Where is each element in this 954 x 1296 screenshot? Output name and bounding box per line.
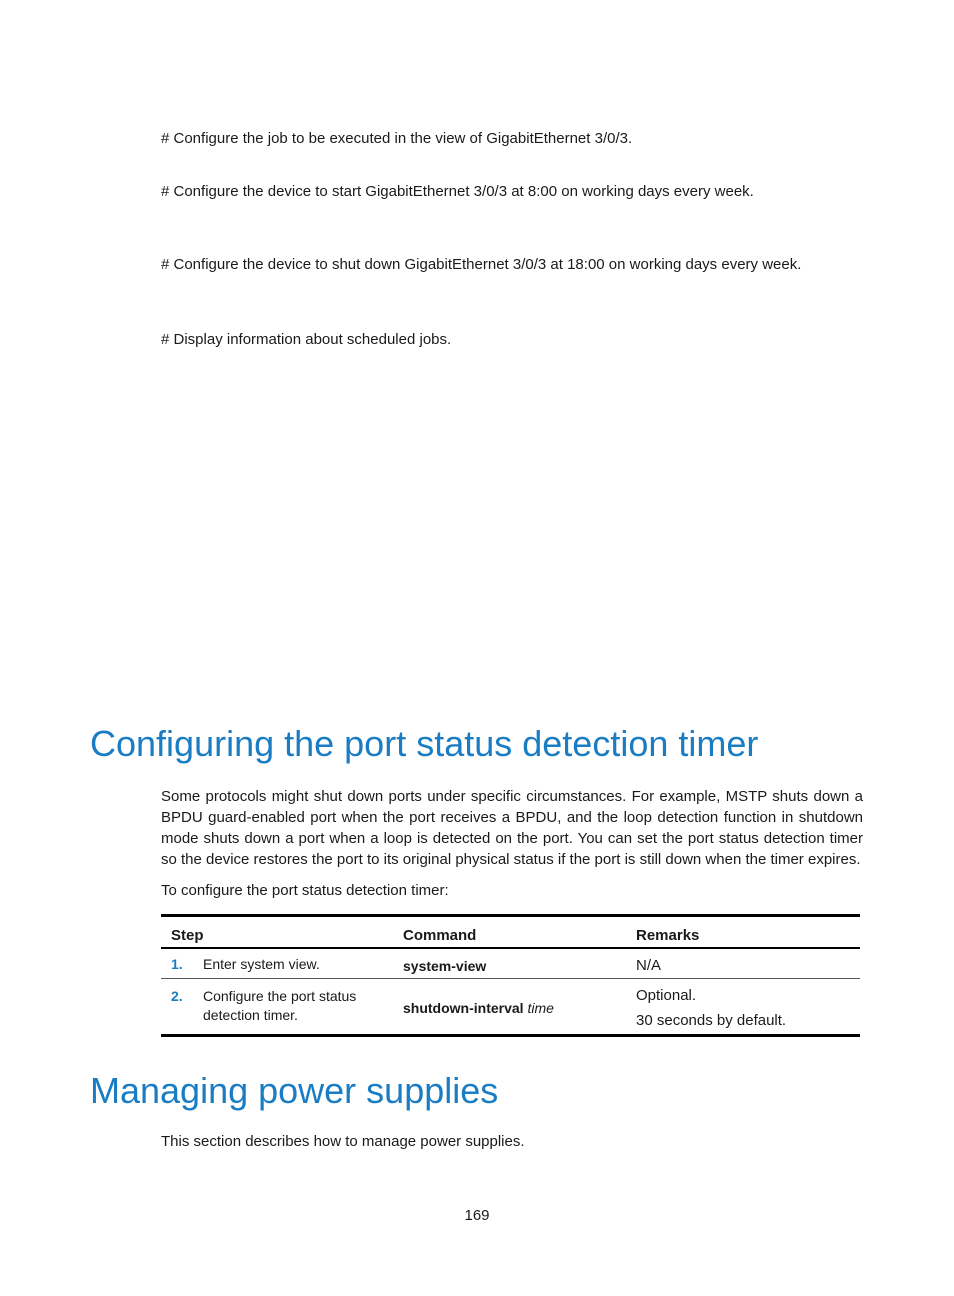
table-row-2-remarks-line-1: Optional.: [636, 987, 697, 1004]
table-top-rule: [161, 914, 860, 917]
table-row-1-number: 1.: [171, 956, 183, 972]
table-header-remarks: Remarks: [636, 927, 700, 944]
table-row-2-step-line-1: Configure the port status: [203, 988, 357, 1004]
paragraph-configure-job-view: # Configure the job to be executed in the view of GigabitEthernet 3/0/3.: [161, 130, 633, 147]
section-heading-power-supplies: Managing power supplies: [90, 1070, 499, 1111]
table-row-2-command-arg: time: [527, 1000, 554, 1016]
table-row-2-remarks-line-2: 30 seconds by default.: [636, 1012, 787, 1029]
page-number: 169: [464, 1207, 490, 1224]
table-row-2-number: 2.: [171, 988, 183, 1004]
table-row-1-remarks: N/A: [636, 957, 662, 974]
table-row-2-step-line-2: detection timer.: [203, 1007, 298, 1023]
table-row-rule: [161, 978, 860, 979]
paragraph-shutdown-port: # Configure the device to shut down GigabitEthernet 3/0/3 at 18:00 on working days every week.: [161, 256, 802, 273]
table-row-2-command: shutdown-interval: [403, 1000, 524, 1016]
section-body-port-status-timer: Some protocols might shut down ports under specific circumstances. For example, MSTP shuts down a BPDU guard-enabled port when the port receives a BPDU, and the loop detection function in shutdown mode shuts down a port when a loop is detected on the port. You can set the port status detection timer so the device restores the port to its original physical status if the port is still down when the timer expires.: [161, 788, 863, 868]
table-header-rule: [161, 947, 860, 949]
table-row-1-command: system-view: [403, 958, 487, 974]
table-row-2-command-cell: [403, 999, 554, 1018]
config-steps-table: [161, 914, 860, 1038]
table-header-command: Command: [403, 927, 477, 944]
table-bottom-rule: [161, 1034, 860, 1037]
section-heading-port-status-timer: Configuring the port status detection timer: [90, 723, 759, 764]
table-row-1-step: Enter system view.: [203, 956, 320, 972]
paragraph-start-port: # Configure the device to start GigabitEthernet 3/0/3 at 8:00 on working days every week.: [161, 183, 754, 200]
table-intro: To configure the port status detection timer:: [161, 882, 449, 899]
section-body-power-supplies: This section describes how to manage power supplies.: [161, 1133, 525, 1150]
paragraph-display-jobs: # Display information about scheduled jobs.: [161, 331, 452, 348]
table-header-step: Step: [171, 927, 204, 944]
